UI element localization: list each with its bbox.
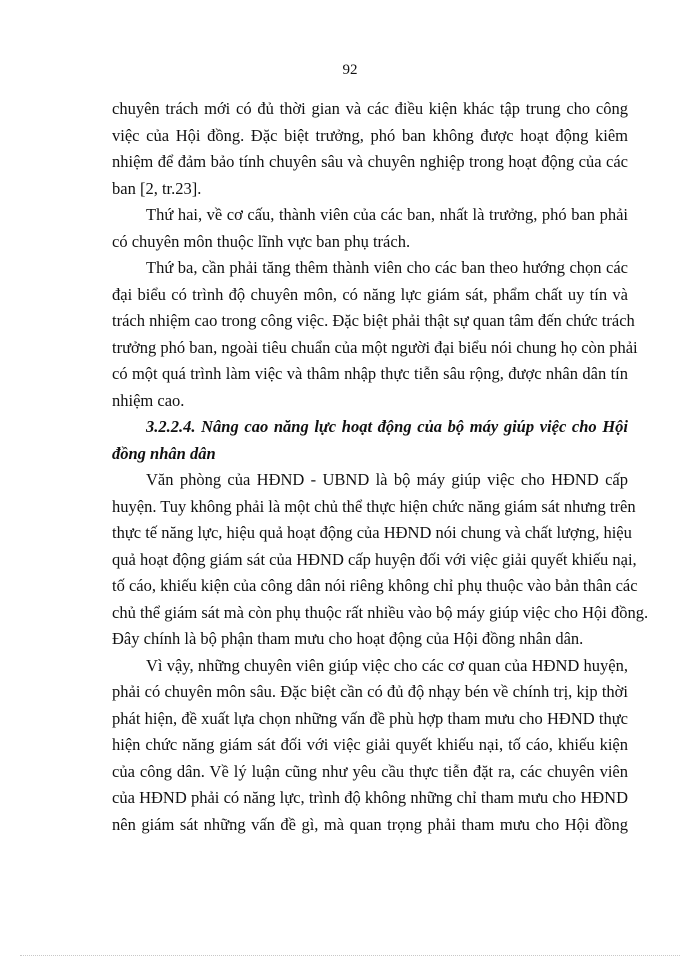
heading-line: 3.2.2.4. Nâng cao năng lực hoạt động của bộ máy giúp việc cho Hội — [146, 417, 628, 436]
text-line: có chuyên môn thuộc lĩnh vực ban phụ trách. — [112, 231, 411, 251]
text-line: phát hiện, đề xuất lựa chọn những vấn đề phù hợp tham mưu cho HĐND thực — [112, 708, 628, 728]
paragraph — [112, 255, 638, 414]
text-line: huyện. Tuy không phải là một chủ thể thực hiện chức năng giám sát nhưng trên — [112, 496, 636, 516]
text-line: nhiệm để đảm bảo tính chuyên sâu và chuyên nghiệp trong hoạt động của các — [112, 152, 628, 171]
text-line: trưởng phó ban, ngoài tiêu chuẩn của một người đại biểu nói chung họ còn phải — [112, 337, 638, 357]
text-line: ban [2, tr.23]. — [112, 178, 202, 198]
text-line: Thứ ba, cần phải tăng thêm thành viên cho các ban theo hướng chọn các — [146, 258, 628, 277]
paragraph — [112, 653, 628, 839]
text-line: nên giám sát những vấn đề gì, mà quan trọng phải tham mưu cho Hội đồng — [112, 814, 628, 834]
document-body — [112, 96, 649, 838]
text-line: Thứ hai, về cơ cấu, thành viên của các ban, nhất là trưởng, phó ban phải — [146, 205, 628, 224]
text-line: chuyên trách mới có đủ thời gian và các điều kiện khác tập trung cho công — [112, 99, 628, 118]
text-line: của công dân. Về lý luận cũng như yêu cầu thực tiễn đặt ra, các chuyên viên — [112, 761, 628, 781]
text-line: trách nhiệm cao trong công việc. Đặc biệt phải thật sự quan tâm đến chức trách — [112, 311, 635, 330]
text-line: tố cáo, khiếu kiện của công dân nói riêng không chỉ phụ thuộc vào bản thân các — [112, 576, 638, 595]
paragraph — [112, 96, 628, 202]
text-line: việc của Hội đồng. Đặc biệt trưởng, phó ban không được hoạt động kiêm — [112, 125, 628, 145]
text-line: đại biểu có trình độ chuyên môn, có năng lực giám sát, phẩm chất uy tín và — [112, 284, 628, 304]
page-number: 92 — [342, 62, 358, 78]
text-line: Đây chính là bộ phận tham mưu cho hoạt động của Hội đồng nhân dân. — [112, 629, 584, 648]
text-line: chủ thể giám sát mà còn phụ thuộc rất nhiều vào bộ máy giúp việc cho Hội đồng. — [112, 602, 649, 622]
text-line: của HĐND phải có năng lực, trình độ không những chỉ tham mưu cho HĐND — [112, 788, 628, 807]
section-heading — [112, 414, 628, 467]
page-divider — [20, 955, 680, 956]
heading-line: đồng nhân dân — [112, 443, 216, 463]
text-line: thực tế năng lực, hiệu quả hoạt động của HĐND nói chung và chất lượng, hiệu — [112, 523, 632, 542]
text-line: có một quá trình làm việc và thâm nhập thực tiễn sâu rộng, được nhân dân tín — [112, 364, 628, 383]
paragraph — [112, 467, 649, 653]
text-line: hiện chức năng giám sát đối với việc giải quyết khiếu nại, tố cáo, khiếu kiện — [112, 735, 628, 754]
text-line: Văn phòng của HĐND - UBND là bộ máy giúp việc cho HĐND cấp — [146, 470, 628, 489]
paragraph — [112, 202, 628, 255]
text-line: nhiệm cao. — [112, 390, 185, 410]
text-line: Vì vậy, những chuyên viên giúp việc cho các cơ quan của HĐND huyện, — [146, 655, 628, 675]
text-line: phải có chuyên môn sâu. Đặc biệt cần có đủ độ nhạy bén về chính trị, kịp thời — [112, 682, 628, 701]
text-line: quả hoạt động giám sát của HĐND cấp huyện đối với việc giải quyết khiếu nại, — [112, 549, 637, 569]
